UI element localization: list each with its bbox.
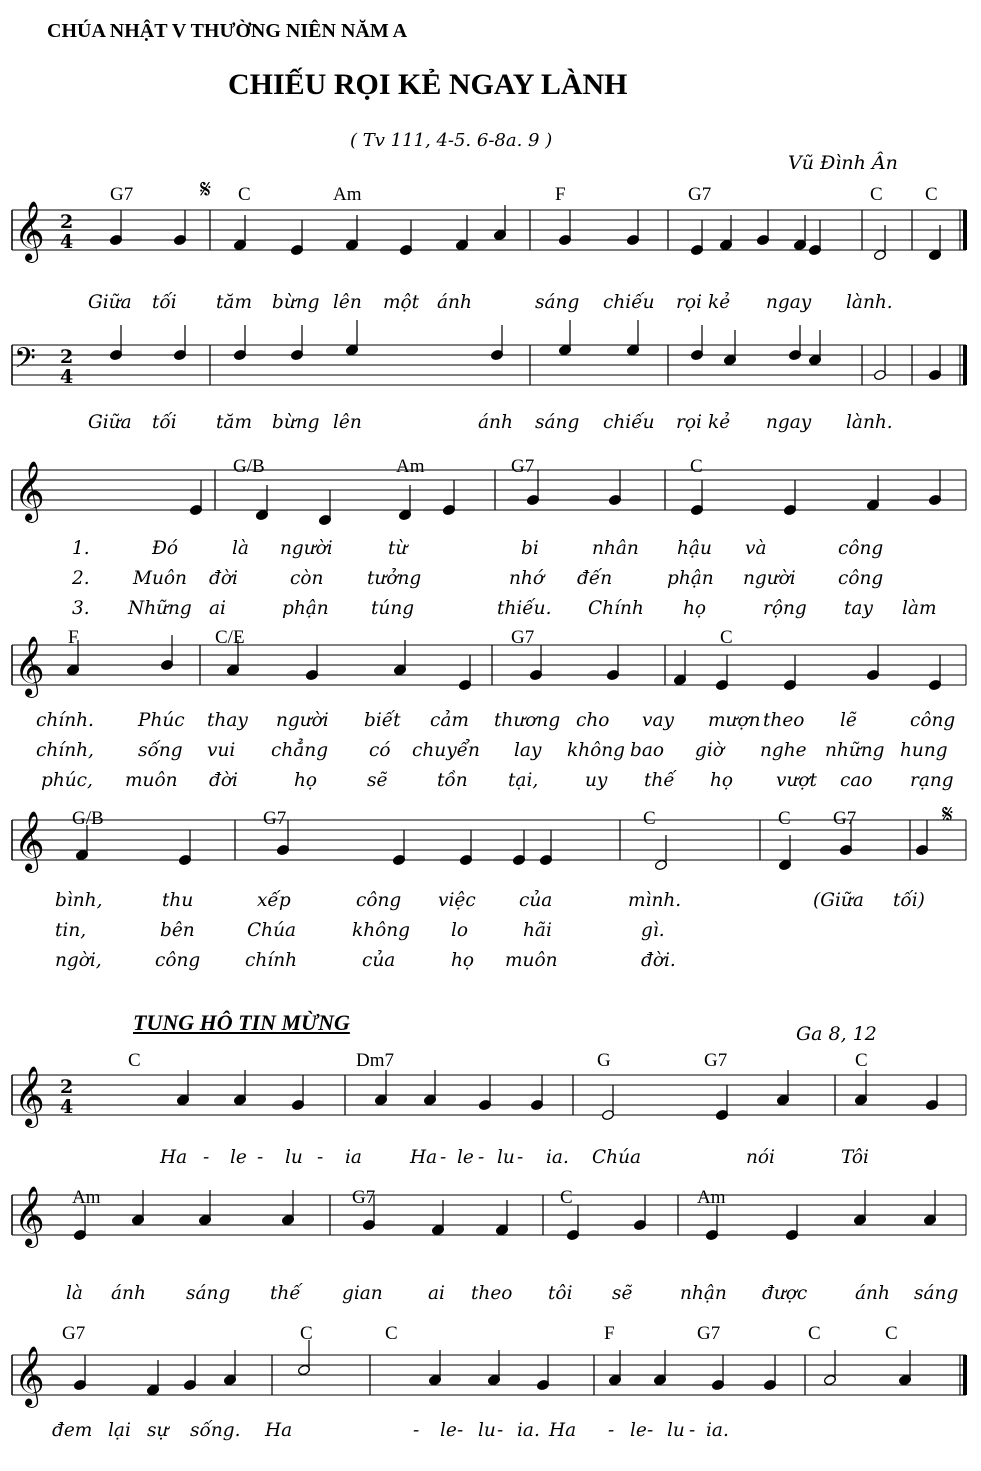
lyric-syllable: công: [838, 568, 884, 589]
lyric-syllable: chẳng: [271, 740, 329, 761]
lyric-syllable: Phúc: [138, 710, 185, 731]
lyric-syllable: -: [608, 1420, 615, 1441]
lyric-syllable: phận: [282, 598, 329, 619]
staff-system5: [0, 1065, 981, 1125]
chord-symbol: C: [720, 627, 733, 648]
lyric-syllable: phận: [667, 568, 714, 589]
lyric-syllable: ngay: [766, 292, 812, 313]
lyric-syllable: việc: [438, 890, 476, 911]
chord-symbol: C: [643, 808, 656, 829]
lyric-syllable: mượn: [708, 710, 761, 731]
lyric-syllable: -: [203, 1147, 210, 1168]
lyric-syllable: tin,: [55, 920, 87, 941]
lyric-syllable: lành.: [846, 412, 893, 433]
lyric-syllable: chiếu: [603, 292, 655, 313]
lyric-syllable: Chính: [588, 598, 644, 619]
segno-icon: 𝄋: [200, 175, 212, 205]
lyric-syllable: sống: [138, 740, 183, 761]
lyric-syllable: Tôi: [841, 1147, 869, 1168]
lyric-syllable: Ha: [549, 1420, 577, 1441]
lyric-syllable: cảm: [430, 710, 469, 731]
lyric-syllable: từ: [388, 538, 408, 559]
lyric-syllable: bi: [521, 538, 539, 559]
lyric-syllable: le: [457, 1147, 474, 1168]
lyric-syllable: tăm: [216, 292, 253, 313]
lyric-syllable: thế: [270, 1283, 301, 1304]
lyric-syllable: tối: [152, 292, 177, 313]
chord-symbol: G7: [511, 627, 535, 648]
lyric-syllable: sáng: [186, 1283, 231, 1304]
chord-symbol: C: [808, 1323, 821, 1344]
lyric-syllable: chính: [245, 950, 298, 971]
lyric-syllable: thiếu.: [497, 598, 552, 619]
treble-clef-icon: 𝄞: [14, 811, 45, 871]
lyric-syllable: đến: [577, 568, 613, 589]
lyric-syllable: vay: [642, 710, 674, 731]
lyric-syllable: không: [352, 920, 411, 941]
lyric-syllable: nhân: [592, 538, 639, 559]
lyric-syllable: theo: [763, 710, 805, 731]
lyric-syllable: túng: [371, 598, 415, 619]
composer: Vũ Đình Ân: [788, 152, 898, 174]
lyric-syllable: muôn: [505, 950, 558, 971]
lyric-syllable: chính.: [36, 710, 94, 731]
treble-clef-icon: 𝄞: [14, 461, 45, 521]
lyric-syllable: ia: [345, 1147, 362, 1168]
lyric-syllable: phúc,: [41, 770, 93, 791]
lyric-syllable: bình,: [55, 890, 103, 911]
treble-clef-icon: 𝄞: [14, 636, 45, 696]
lyric-syllable: nghe: [760, 740, 807, 761]
time-signature-bottom: 4: [60, 1096, 74, 1118]
lyric-syllable: 3.: [72, 598, 90, 619]
staff-system7: [0, 1345, 981, 1405]
lyric-syllable: gì.: [641, 920, 665, 941]
lyric-syllable: lại: [108, 1420, 131, 1441]
lyric-syllable: là: [232, 538, 249, 559]
lyric-syllable: -: [517, 1147, 524, 1168]
lyric-syllable: thế: [644, 770, 675, 791]
lyric-syllable: sẽ: [367, 770, 388, 791]
chord-symbol: Am: [697, 1187, 726, 1208]
lyric-syllable: rọi: [676, 412, 702, 433]
lyric-syllable: -: [413, 1420, 420, 1441]
lyric-syllable: ánh: [437, 292, 472, 313]
lyric-syllable: công: [838, 538, 884, 559]
lyric-syllable: kẻ: [708, 292, 731, 313]
lyric-syllable: lu: [285, 1147, 303, 1168]
chord-symbol: C/E: [215, 627, 245, 648]
lyric-syllable: ai: [428, 1283, 445, 1304]
lyric-syllable: -: [257, 1147, 264, 1168]
staff-system2: [0, 460, 981, 520]
lyric-syllable: vui: [207, 740, 236, 761]
lyric-syllable: -: [497, 1420, 504, 1441]
lyric-syllable: một: [383, 292, 420, 313]
chord-symbol: G7: [697, 1323, 721, 1344]
lyric-syllable: sáng: [914, 1283, 959, 1304]
lyric-syllable: -: [440, 1147, 447, 1168]
lyric-syllable: bên: [160, 920, 195, 941]
lyric-syllable: Chúa: [592, 1147, 642, 1168]
treble-clef-icon: 𝄞: [14, 1186, 45, 1246]
chord-symbol: G/B: [72, 808, 104, 829]
lyric-syllable: ánh: [855, 1283, 890, 1304]
segno-icon: 𝄋: [942, 800, 954, 830]
time-signature-bottom: 4: [60, 366, 74, 388]
lyric-syllable: sẽ: [612, 1283, 633, 1304]
lyric-syllable: người: [276, 710, 329, 731]
lyric-syllable: gian: [342, 1283, 383, 1304]
staff-system1-bass: [0, 335, 981, 395]
chord-symbol: G7: [833, 808, 857, 829]
lyric-syllable: và: [745, 538, 767, 559]
lyric-syllable: bừng: [272, 292, 320, 313]
lyric-syllable: cao: [840, 770, 873, 791]
chord-symbol: G7: [704, 1050, 728, 1071]
lyric-syllable: họ: [683, 598, 707, 619]
lyric-syllable: vượt: [776, 770, 817, 791]
lyric-syllable: thay: [207, 710, 248, 731]
lyric-syllable: -: [317, 1147, 324, 1168]
chord-symbol: G/B: [233, 456, 265, 477]
lyric-syllable: Ha: [160, 1147, 188, 1168]
lyric-syllable: cho: [576, 710, 610, 731]
chord-symbol: C: [128, 1050, 141, 1071]
lyric-syllable: le: [440, 1420, 457, 1441]
chord-symbol: G7: [62, 1323, 86, 1344]
chord-symbol: C: [925, 184, 938, 205]
lyric-syllable: rộng: [763, 598, 807, 619]
chord-symbol: Am: [396, 456, 425, 477]
lyric-syllable: sáng: [535, 412, 580, 433]
lyric-syllable: ánh: [478, 412, 513, 433]
lyric-syllable: -: [689, 1420, 696, 1441]
lyric-syllable: Những: [128, 598, 192, 619]
section-title: TUNG HÔ TIN MỪNG: [133, 1010, 350, 1035]
lyric-syllable: nhận: [680, 1283, 727, 1304]
lyric-syllable: lu: [478, 1420, 496, 1441]
lyric-syllable: họ: [294, 770, 318, 791]
lyric-syllable: theo: [471, 1283, 513, 1304]
bass-clef-icon: 𝄢: [14, 342, 36, 382]
lyric-syllable: nhớ: [509, 568, 544, 589]
lyric-syllable: thương: [494, 710, 561, 731]
lyric-syllable: hung: [900, 740, 948, 761]
lyric-syllable: ánh: [111, 1283, 146, 1304]
lyric-syllable: người: [743, 568, 796, 589]
lyric-syllable: Giữa: [88, 412, 132, 433]
lyric-syllable: uy: [585, 770, 608, 791]
lyric-syllable: -: [457, 1420, 464, 1441]
lyric-syllable: chuyển: [412, 740, 480, 761]
gospel-reference: Ga 8, 12: [796, 1023, 877, 1045]
staff-system1-treble: [0, 200, 981, 260]
lyric-syllable: xếp: [257, 890, 291, 911]
chord-symbol: Am: [72, 1187, 101, 1208]
lyric-syllable: thu: [162, 890, 194, 911]
chord-symbol: G7: [688, 184, 712, 205]
lyric-syllable: nói: [746, 1147, 775, 1168]
lyric-syllable: chính,: [36, 740, 94, 761]
lyric-syllable: Ha: [410, 1147, 438, 1168]
lyric-syllable: -: [478, 1147, 485, 1168]
lyric-syllable: ia.: [517, 1420, 540, 1441]
chord-symbol: G7: [511, 456, 535, 477]
chord-symbol: G: [597, 1050, 611, 1071]
lyric-syllable: lo: [451, 920, 469, 941]
lyric-syllable: muôn: [125, 770, 178, 791]
lyric-syllable: Muôn: [133, 568, 187, 589]
lyric-syllable: sống.: [190, 1420, 241, 1441]
lyric-syllable: công: [356, 890, 402, 911]
chord-symbol: C: [300, 1323, 313, 1344]
lyric-syllable: có: [369, 740, 391, 761]
chord-symbol: C: [560, 1187, 573, 1208]
lyric-syllable: ia.: [706, 1420, 729, 1441]
lyric-syllable: lẽ: [840, 710, 857, 731]
lyric-syllable: le: [630, 1420, 647, 1441]
lyric-syllable: giờ: [695, 740, 724, 761]
lyric-syllable: Đó: [152, 538, 179, 559]
lyric-syllable: tưởng: [367, 568, 422, 589]
lyric-syllable: Ha: [265, 1420, 293, 1441]
lyric-syllable: tồn: [437, 770, 468, 791]
lyric-syllable: người: [280, 538, 333, 559]
lyric-syllable: tay: [844, 598, 873, 619]
chord-symbol: F: [68, 627, 79, 648]
chord-symbol: C: [778, 808, 791, 829]
lyric-syllable: còn: [290, 568, 324, 589]
lyric-syllable: những: [825, 740, 885, 761]
lyric-syllable: 2.: [72, 568, 90, 589]
lyric-syllable: -: [647, 1420, 654, 1441]
lyric-syllable: le: [230, 1147, 247, 1168]
time-signature-top: 2: [60, 1076, 74, 1098]
staff-system3: [0, 635, 981, 695]
lyric-syllable: họ: [451, 950, 475, 971]
lyric-syllable: kẻ: [708, 412, 731, 433]
lyric-syllable: bao: [630, 740, 665, 761]
lyric-syllable: tăm: [216, 412, 253, 433]
lyric-syllable: tối): [893, 890, 925, 911]
lyric-syllable: làm: [902, 598, 937, 619]
lyric-syllable: mình.: [628, 890, 682, 911]
lyric-syllable: đời: [209, 568, 238, 589]
chord-symbol: G7: [352, 1187, 376, 1208]
chord-symbol: Dm7: [356, 1050, 394, 1071]
lyric-syllable: hậu: [677, 538, 712, 559]
lyric-syllable: của: [519, 890, 553, 911]
time-signature-bottom: 4: [60, 231, 74, 253]
chord-symbol: F: [604, 1323, 615, 1344]
lyric-syllable: tôi: [548, 1283, 573, 1304]
chord-symbol: C: [385, 1323, 398, 1344]
lyric-syllable: biết: [364, 710, 401, 731]
lyric-syllable: ia.: [546, 1147, 569, 1168]
lyric-syllable: lên: [333, 412, 362, 433]
chord-symbol: C: [690, 456, 703, 477]
staff-system6: [0, 1185, 981, 1245]
lyric-syllable: lu: [667, 1420, 685, 1441]
lyric-syllable: sự: [147, 1420, 169, 1441]
lyric-syllable: chiếu: [603, 412, 655, 433]
lyric-syllable: 1.: [72, 538, 90, 559]
time-signature-top: 2: [60, 211, 74, 233]
lyric-syllable: được: [762, 1283, 808, 1304]
lyric-syllable: ngay: [766, 412, 812, 433]
lyric-syllable: lên: [333, 292, 362, 313]
chord-symbol: Am: [333, 184, 362, 205]
lyric-syllable: đời.: [641, 950, 676, 971]
lyric-syllable: (Giữa: [813, 890, 864, 911]
chord-symbol: C: [870, 184, 883, 205]
chord-symbol: C: [238, 184, 251, 205]
lyric-syllable: công: [910, 710, 956, 731]
chord-symbol: G7: [263, 808, 287, 829]
lyric-syllable: Giữa: [88, 292, 132, 313]
lyric-syllable: công: [155, 950, 201, 971]
lyric-syllable: không: [567, 740, 626, 761]
lyric-syllable: tối: [152, 412, 177, 433]
lyric-syllable: rạng: [910, 770, 954, 791]
lyric-syllable: ngời,: [55, 950, 102, 971]
lyric-syllable: bừng: [272, 412, 320, 433]
treble-clef-icon: 𝄞: [14, 201, 45, 261]
chord-symbol: G7: [110, 184, 134, 205]
lyric-syllable: lành.: [846, 292, 893, 313]
lyric-syllable: sáng: [535, 292, 580, 313]
song-title: CHIẾU RỌI KẺ NGAY LÀNH: [228, 68, 628, 101]
psalm-reference: ( Tv 111, 4-5. 6-8a. 9 ): [350, 130, 553, 151]
lyric-syllable: họ: [710, 770, 734, 791]
lyric-syllable: ai: [209, 598, 226, 619]
lyric-syllable: là: [66, 1283, 83, 1304]
time-signature-top: 2: [60, 346, 74, 368]
chord-symbol: F: [555, 184, 566, 205]
lyric-syllable: đem: [52, 1420, 93, 1441]
occasion-heading: CHÚA NHẬT V THƯỜNG NIÊN NĂM A: [47, 20, 408, 42]
lyric-syllable: đời: [209, 770, 238, 791]
lyric-syllable: hãi: [523, 920, 552, 941]
chord-symbol: C: [855, 1050, 868, 1071]
lyric-syllable: tại,: [508, 770, 539, 791]
lyric-syllable: Chúa: [247, 920, 297, 941]
lyric-syllable: lu: [497, 1147, 515, 1168]
lyric-syllable: lay: [514, 740, 542, 761]
lyric-syllable: của: [362, 950, 396, 971]
treble-clef-icon: 𝄞: [14, 1066, 45, 1126]
treble-clef-icon: 𝄞: [14, 1346, 45, 1406]
chord-symbol: C: [885, 1323, 898, 1344]
lyric-syllable: rọi: [676, 292, 702, 313]
